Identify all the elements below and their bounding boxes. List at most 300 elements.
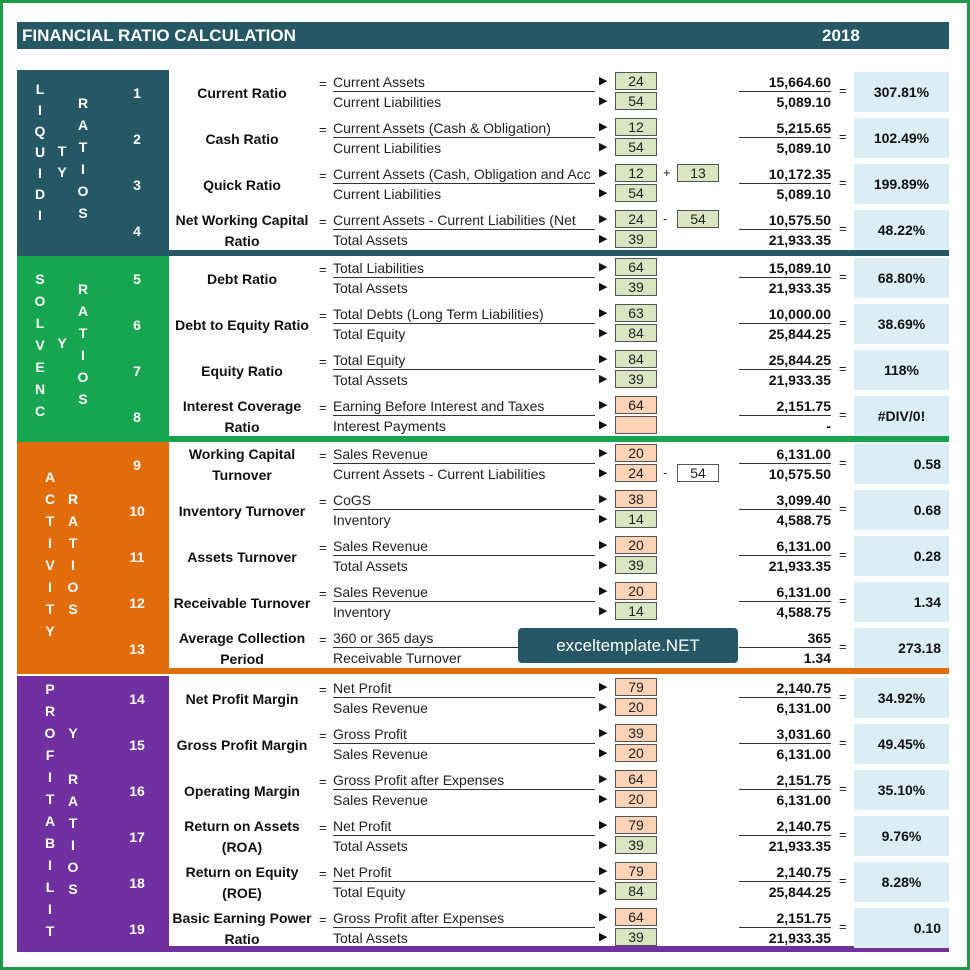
denominator-label: Total Assets — [333, 930, 408, 946]
numerator-ref-cell[interactable]: 12 — [615, 118, 657, 136]
denominator-ref-cell[interactable]: 39 — [615, 556, 657, 574]
solvency-letter-col2: Y — [57, 335, 67, 351]
ratio-number: 12 — [129, 595, 145, 611]
equals-sign: = — [839, 593, 847, 608]
ratio-row — [17, 580, 949, 626]
numerator-label: Current Assets — [333, 73, 595, 92]
numerator-label: Current Assets - Current Liabilities (Net — [333, 211, 595, 230]
numerator-label: Sales Revenue — [333, 583, 595, 602]
ratio-row — [17, 205, 949, 254]
ratio-name: Current Ratio — [197, 84, 287, 101]
denominator-value: 21,933.35 — [768, 372, 831, 388]
ratio-number: 8 — [133, 409, 141, 425]
numerator-ref-cell[interactable]: 64 — [615, 396, 657, 414]
ratio-result: 273.18 — [854, 628, 949, 668]
denominator-label: Total Equity — [333, 884, 406, 900]
arrow-icon: ▶ — [599, 701, 608, 713]
activity-letter-col3: A — [67, 513, 79, 529]
denominator-ref-cell[interactable]: 39 — [615, 278, 657, 296]
equals-sign: = — [839, 83, 847, 98]
arrow-icon: ▶ — [599, 793, 608, 805]
equals-sign: = — [839, 689, 847, 704]
equals-sign: = — [839, 873, 847, 888]
page-title: FINANCIAL RATIO CALCULATION — [22, 26, 296, 45]
arrow-icon: ▶ — [599, 447, 608, 459]
profitability-letter-col1: I — [48, 857, 52, 873]
activity-letter-col1: I — [48, 535, 52, 551]
equals-sign: = — [839, 827, 847, 842]
numerator-label: 360 or 365 days — [333, 629, 595, 648]
denominator-label: Inventory — [333, 512, 391, 528]
denominator-ref-cell[interactable]: 54 — [615, 138, 657, 156]
numerator-ref-cell[interactable]: 84 — [615, 350, 657, 368]
ratio-result: 0.68 — [854, 490, 949, 530]
ratio-result: 48.22% — [854, 210, 949, 250]
activity-letter-col1: A — [44, 469, 56, 485]
ratio-result: 35.10% — [854, 770, 949, 810]
ratio-name: Net Profit Margin — [185, 690, 299, 707]
numerator-ref-cell[interactable]: 64 — [615, 770, 657, 788]
denominator-ref-cell[interactable]: 84 — [615, 882, 657, 900]
equals-sign: = — [839, 547, 847, 562]
ratio-number: 2 — [133, 131, 141, 147]
equals-sign: = — [839, 781, 847, 796]
ratio-name: Basic Earning Power Ratio — [172, 910, 312, 947]
arrow-icon: ▶ — [599, 213, 608, 225]
ratio-name: Return on Assets (ROA) — [184, 818, 300, 855]
extra-ref-cell[interactable]: 13 — [677, 164, 719, 182]
solvency-letter-col3: R — [77, 281, 89, 297]
arrow-icon: ▶ — [599, 605, 608, 617]
liquidity-letter-col1: L — [35, 81, 45, 97]
profitability-letter-col3: O — [67, 859, 79, 875]
arrow-icon: ▶ — [599, 261, 608, 273]
liquidity-letter-col3: A — [77, 117, 89, 133]
numerator-ref-cell[interactable]: 12 — [615, 164, 657, 182]
activity-letter-col1: I — [48, 579, 52, 595]
activity-letter-col3: O — [67, 579, 79, 595]
solvency-letter-col3: I — [81, 347, 85, 363]
activity-letter-col3: R — [67, 491, 79, 507]
denominator-label: Current Liabilities — [333, 94, 442, 110]
arrow-icon: ▶ — [599, 419, 608, 431]
numerator-value: 5,215.65 — [739, 119, 831, 138]
numerator-label: Net Profit — [333, 817, 595, 836]
denominator-label: Total Assets — [333, 558, 408, 574]
numerator-label: Total Debts (Long Term Liabilities) — [333, 305, 595, 324]
profitability-letter-col1: P — [45, 681, 55, 697]
denominator-value: 21,933.35 — [768, 232, 831, 248]
denominator-ref-cell[interactable]: 39 — [615, 836, 657, 854]
equals-sign: = — [319, 540, 327, 555]
numerator-label: Earning Before Interest and Taxes — [333, 397, 595, 416]
ratio-row — [17, 857, 949, 906]
numerator-label: Current Assets (Cash, Obligation and Acc — [333, 165, 595, 184]
denominator-label: Sales Revenue — [333, 700, 428, 716]
numerator-ref-cell[interactable]: 39 — [615, 724, 657, 742]
solvency-letter-col1: L — [35, 315, 45, 331]
extra-ref-cell[interactable]: 54 — [677, 464, 719, 482]
numerator-ref-cell[interactable]: 64 — [615, 258, 657, 276]
arrow-icon: ▶ — [599, 307, 608, 319]
ratio-row — [17, 488, 949, 534]
arrow-icon: ▶ — [599, 931, 608, 943]
operator: - — [663, 211, 668, 226]
ratio-number: 3 — [133, 177, 141, 193]
solvency-letter-col1: C — [34, 403, 46, 419]
arrow-icon: ▶ — [599, 399, 608, 411]
denominator-label: Total Assets — [333, 280, 408, 296]
liquidity-letter-col1: D — [34, 186, 46, 202]
denominator-value: 21,933.35 — [768, 838, 831, 854]
solvency-letter-col1: E — [35, 359, 45, 375]
denominator-ref-cell[interactable]: 39 — [615, 230, 657, 248]
numerator-ref-cell[interactable]: 64 — [615, 908, 657, 926]
ratio-number: 7 — [133, 363, 141, 379]
arrow-icon: ▶ — [599, 539, 608, 551]
profitability-letter-col3: T — [68, 815, 78, 831]
denominator-ref-cell[interactable]: 54 — [615, 184, 657, 202]
profitability-letter-col1: F — [45, 747, 55, 763]
arrow-icon: ▶ — [599, 885, 608, 897]
equals-sign: = — [839, 361, 847, 376]
arrow-icon: ▶ — [599, 585, 608, 597]
ratio-row — [17, 116, 949, 162]
denominator-ref-cell[interactable] — [615, 416, 657, 434]
numerator-value: 2,151.75 — [739, 909, 831, 928]
denominator-value: 4,588.75 — [776, 512, 831, 528]
equals-sign: = — [839, 639, 847, 654]
numerator-value: 25,844.25 — [739, 351, 831, 370]
arrow-icon: ▶ — [599, 373, 608, 385]
numerator-value: 2,151.75 — [739, 397, 831, 416]
numerator-value: 6,131.00 — [739, 583, 831, 602]
ratio-name: Receivable Turnover — [173, 594, 311, 611]
ratio-number: 16 — [129, 783, 145, 799]
liquidity-letter-col3: T — [78, 139, 88, 155]
arrow-icon: ▶ — [599, 467, 608, 479]
profitability-letter-col1: B — [44, 835, 56, 851]
denominator-label: Receivable Turnover — [333, 650, 462, 666]
numerator-ref-cell[interactable]: 79 — [615, 862, 657, 880]
operator: + — [663, 165, 671, 180]
liquidity-letter-col2: T — [57, 143, 67, 159]
arrow-icon: ▶ — [599, 819, 608, 831]
profitability-letter-col1: L — [45, 879, 55, 895]
denominator-ref-cell[interactable]: 84 — [615, 324, 657, 342]
denominator-value: 10,575.50 — [768, 466, 831, 482]
numerator-value: 6,131.00 — [739, 537, 831, 556]
ratio-number: 5 — [133, 271, 141, 287]
arrow-icon: ▶ — [599, 911, 608, 923]
arrow-icon: ▶ — [599, 95, 608, 107]
numerator-value: 2,140.75 — [739, 863, 831, 882]
denominator-value: - — [826, 418, 831, 434]
arrow-icon: ▶ — [599, 187, 608, 199]
denominator-value: 5,089.10 — [776, 94, 831, 110]
ratio-number: 15 — [129, 737, 145, 753]
ratio-number: 19 — [129, 921, 145, 937]
denominator-value: 25,844.25 — [768, 884, 831, 900]
liquidity-letter-col1: I — [38, 207, 42, 223]
arrow-icon: ▶ — [599, 839, 608, 851]
profitability-letter-col1: A — [44, 813, 56, 829]
arrow-icon: ▶ — [599, 493, 608, 505]
solvency-letter-col1: N — [34, 381, 46, 397]
denominator-ref-cell[interactable]: 14 — [615, 510, 657, 528]
ratio-row — [17, 302, 949, 351]
ratio-name: Cash Ratio — [205, 130, 279, 147]
denominator-ref-cell[interactable]: 39 — [615, 928, 657, 946]
activity-letter-col1: T — [45, 601, 55, 617]
numerator-value: 3,031.60 — [739, 725, 831, 744]
ratio-name: Return on Equity (ROE) — [185, 864, 299, 901]
equals-sign: = — [319, 728, 327, 743]
equals-sign: = — [839, 129, 847, 144]
numerator-ref-cell[interactable]: 79 — [615, 816, 657, 834]
numerator-value: 10,000.00 — [739, 305, 831, 324]
ratio-row — [17, 391, 949, 440]
denominator-label: Sales Revenue — [333, 746, 428, 762]
numerator-ref-cell[interactable]: 20 — [615, 582, 657, 600]
denominator-value: 6,131.00 — [776, 700, 831, 716]
equals-sign: = — [839, 221, 847, 236]
denominator-label: Current Liabilities — [333, 186, 442, 202]
equals-sign: = — [319, 866, 327, 881]
numerator-label: Gross Profit — [333, 725, 595, 744]
numerator-label: Total Equity — [333, 351, 595, 370]
equals-sign: = — [319, 308, 327, 323]
equals-sign: = — [319, 122, 327, 137]
equals-sign: = — [319, 912, 327, 927]
arrow-icon: ▶ — [599, 327, 608, 339]
solvency-letter-col1: O — [34, 293, 46, 309]
activity-letter-col3: S — [68, 601, 78, 617]
numerator-label: Sales Revenue — [333, 445, 595, 464]
denominator-ref-cell[interactable]: 39 — [615, 370, 657, 388]
profitability-letter-col1: R — [44, 703, 56, 719]
ratio-number: 17 — [129, 829, 145, 845]
denominator-value: 5,089.10 — [776, 140, 831, 156]
numerator-label: Net Profit — [333, 679, 595, 698]
equals-sign: = — [839, 455, 847, 470]
equals-sign: = — [319, 214, 327, 229]
ratio-row — [17, 442, 949, 488]
profitability-letter-col3: A — [67, 793, 79, 809]
liquidity-letter-col3: S — [78, 205, 88, 221]
ratio-number: 13 — [129, 641, 145, 657]
equals-sign: = — [839, 315, 847, 330]
liquidity-letter-col3: I — [81, 161, 85, 177]
profitability-letter-col3: I — [71, 837, 75, 853]
denominator-value: 21,933.35 — [768, 280, 831, 296]
equals-sign: = — [319, 76, 327, 91]
solvency-letter-col3: S — [78, 391, 88, 407]
denominator-label: Current Liabilities — [333, 140, 442, 156]
denominator-value: 21,933.35 — [768, 558, 831, 574]
ratio-result: 68.80% — [854, 258, 949, 298]
numerator-value: 10,172.35 — [739, 165, 831, 184]
ratio-row — [17, 814, 949, 860]
ratio-name: Inventory Turnover — [178, 502, 306, 519]
ratio-row — [17, 256, 949, 302]
solvency-letter-col1: S — [35, 271, 45, 287]
ratio-result: 102.49% — [854, 118, 949, 158]
arrow-icon: ▶ — [599, 121, 608, 133]
ratio-row — [17, 722, 949, 768]
arrow-icon: ▶ — [599, 141, 608, 153]
denominator-label: Inventory — [333, 604, 391, 620]
numerator-ref-cell[interactable]: 20 — [615, 444, 657, 462]
ratio-number: 4 — [133, 223, 141, 239]
ratio-name: Working Capital Turnover — [188, 446, 296, 483]
ratio-name: Operating Margin — [184, 782, 300, 799]
ratio-number: 1 — [133, 85, 141, 101]
ratio-result: 34.92% — [854, 678, 949, 718]
ratio-name: Quick Ratio — [203, 176, 281, 193]
numerator-label: Gross Profit after Expenses — [333, 771, 595, 790]
denominator-ref-cell[interactable]: 14 — [615, 602, 657, 620]
profitability-letter-col3: R — [67, 771, 79, 787]
equals-sign: = — [839, 175, 847, 190]
numerator-ref-cell[interactable]: 63 — [615, 304, 657, 322]
denominator-value: 4,588.75 — [776, 604, 831, 620]
watermark-logo: exceltemplate.NET — [518, 628, 738, 663]
ratio-row — [17, 768, 949, 814]
equals-sign: = — [319, 586, 327, 601]
numerator-label: Total Liabilities — [333, 259, 595, 278]
equals-sign: = — [319, 354, 327, 369]
ratio-name: Debt to Equity Ratio — [175, 316, 309, 333]
denominator-label: Total Assets — [333, 232, 408, 248]
numerator-label: Current Assets (Cash & Obligation) — [333, 119, 595, 138]
arrow-icon: ▶ — [599, 233, 608, 245]
liquidity-letter-col1: U — [34, 144, 46, 160]
liquidity-letter-col1: I — [38, 102, 42, 118]
equals-sign: = — [319, 168, 327, 183]
equals-sign: = — [319, 682, 327, 697]
ratio-name: Interest Coverage Ratio — [182, 398, 302, 435]
numerator-value: 2,140.75 — [739, 817, 831, 836]
solvency-letter-col3: A — [77, 303, 89, 319]
denominator-ref-cell[interactable]: 24 — [615, 464, 657, 482]
profitability-letter-col1: T — [45, 791, 55, 807]
profitability-letter-col1: T — [45, 923, 55, 939]
extra-ref-cell[interactable]: 54 — [677, 210, 719, 228]
activity-letter-col3: I — [71, 557, 75, 573]
numerator-label: Gross Profit after Expenses — [333, 909, 595, 928]
denominator-value: 25,844.25 — [768, 326, 831, 342]
ratio-result: 8.28% — [854, 862, 949, 902]
equals-sign: = — [319, 774, 327, 789]
ratio-name: Gross Profit Margin — [176, 736, 308, 753]
numerator-ref-cell[interactable]: 24 — [615, 72, 657, 90]
denominator-label: Total Assets — [333, 838, 408, 854]
ratio-result: 199.89% — [854, 164, 949, 204]
numerator-value: 2,140.75 — [739, 679, 831, 698]
solvency-letter-col3: O — [77, 369, 89, 385]
arrow-icon: ▶ — [599, 865, 608, 877]
denominator-label: Total Equity — [333, 326, 406, 342]
ratio-name: Net Working Capital Ratio — [175, 212, 309, 249]
ratio-name: Equity Ratio — [201, 362, 283, 379]
activity-letter-col1: T — [45, 513, 55, 529]
numerator-value: 10,575.50 — [739, 211, 831, 230]
profitability-letter-col2: Y — [68, 725, 78, 741]
numerator-ref-cell[interactable]: 24 — [615, 210, 657, 228]
denominator-ref-cell[interactable]: 20 — [615, 698, 657, 716]
liquidity-letter-col2: Y — [57, 164, 67, 180]
arrow-icon: ▶ — [599, 747, 608, 759]
ratio-row — [17, 676, 949, 722]
arrow-icon: ▶ — [599, 681, 608, 693]
ratio-result: 9.76% — [854, 816, 949, 856]
profitability-letter-col1: O — [44, 725, 56, 741]
profitability-letter-col1: I — [48, 901, 52, 917]
operator: - — [663, 465, 668, 480]
ratio-result: 118% — [854, 350, 949, 390]
ratio-result: 1.34 — [854, 582, 949, 622]
denominator-ref-cell[interactable]: 20 — [615, 744, 657, 762]
denominator-value: 21,933.35 — [768, 930, 831, 946]
arrow-icon: ▶ — [599, 75, 608, 87]
equals-sign: = — [319, 494, 327, 509]
ratio-result: 38.69% — [854, 304, 949, 344]
denominator-label: Current Assets - Current Liabilities — [333, 466, 546, 482]
numerator-value: 365 — [739, 629, 831, 648]
ratio-row — [17, 162, 949, 208]
equals-sign: = — [839, 735, 847, 750]
numerator-label: CoGS — [333, 491, 595, 510]
title-bar — [17, 22, 949, 49]
numerator-ref-cell[interactable]: 20 — [615, 536, 657, 554]
year-label: 2018 — [822, 26, 860, 45]
arrow-icon: ▶ — [599, 559, 608, 571]
ratio-row — [17, 534, 949, 580]
ratio-number: 18 — [129, 875, 145, 891]
numerator-value: 15,089.10 — [739, 259, 831, 278]
numerator-label: Sales Revenue — [333, 537, 595, 556]
arrow-icon: ▶ — [599, 353, 608, 365]
equals-sign: = — [839, 269, 847, 284]
arrow-icon: ▶ — [599, 727, 608, 739]
ratio-number: 9 — [133, 457, 141, 473]
numerator-value: 2,151.75 — [739, 771, 831, 790]
equals-sign: = — [319, 448, 327, 463]
liquidity-letter-col3: R — [77, 95, 89, 111]
denominator-ref-cell[interactable]: 54 — [615, 92, 657, 110]
liquidity-letter-col1: Q — [34, 123, 46, 139]
ratio-name: Debt Ratio — [207, 270, 277, 287]
ratio-number: 11 — [129, 549, 145, 565]
numerator-ref-cell[interactable]: 38 — [615, 490, 657, 508]
denominator-value: 1.34 — [803, 650, 831, 666]
numerator-value: 15,664.60 — [739, 73, 831, 92]
numerator-ref-cell[interactable]: 79 — [615, 678, 657, 696]
activity-letter-col1: V — [45, 557, 55, 573]
equals-sign: = — [839, 407, 847, 422]
denominator-ref-cell[interactable]: 20 — [615, 790, 657, 808]
numerator-value: 6,131.00 — [739, 445, 831, 464]
equals-sign: = — [839, 919, 847, 934]
activity-letter-col1: C — [44, 491, 56, 507]
ratio-number: 10 — [129, 503, 145, 519]
liquidity-letter-col1: I — [38, 165, 42, 181]
ratio-result: 0.28 — [854, 536, 949, 576]
ratio-result: #DIV/0! — [854, 396, 949, 436]
denominator-value: 5,089.10 — [776, 186, 831, 202]
ratio-name: Assets Turnover — [187, 548, 297, 565]
